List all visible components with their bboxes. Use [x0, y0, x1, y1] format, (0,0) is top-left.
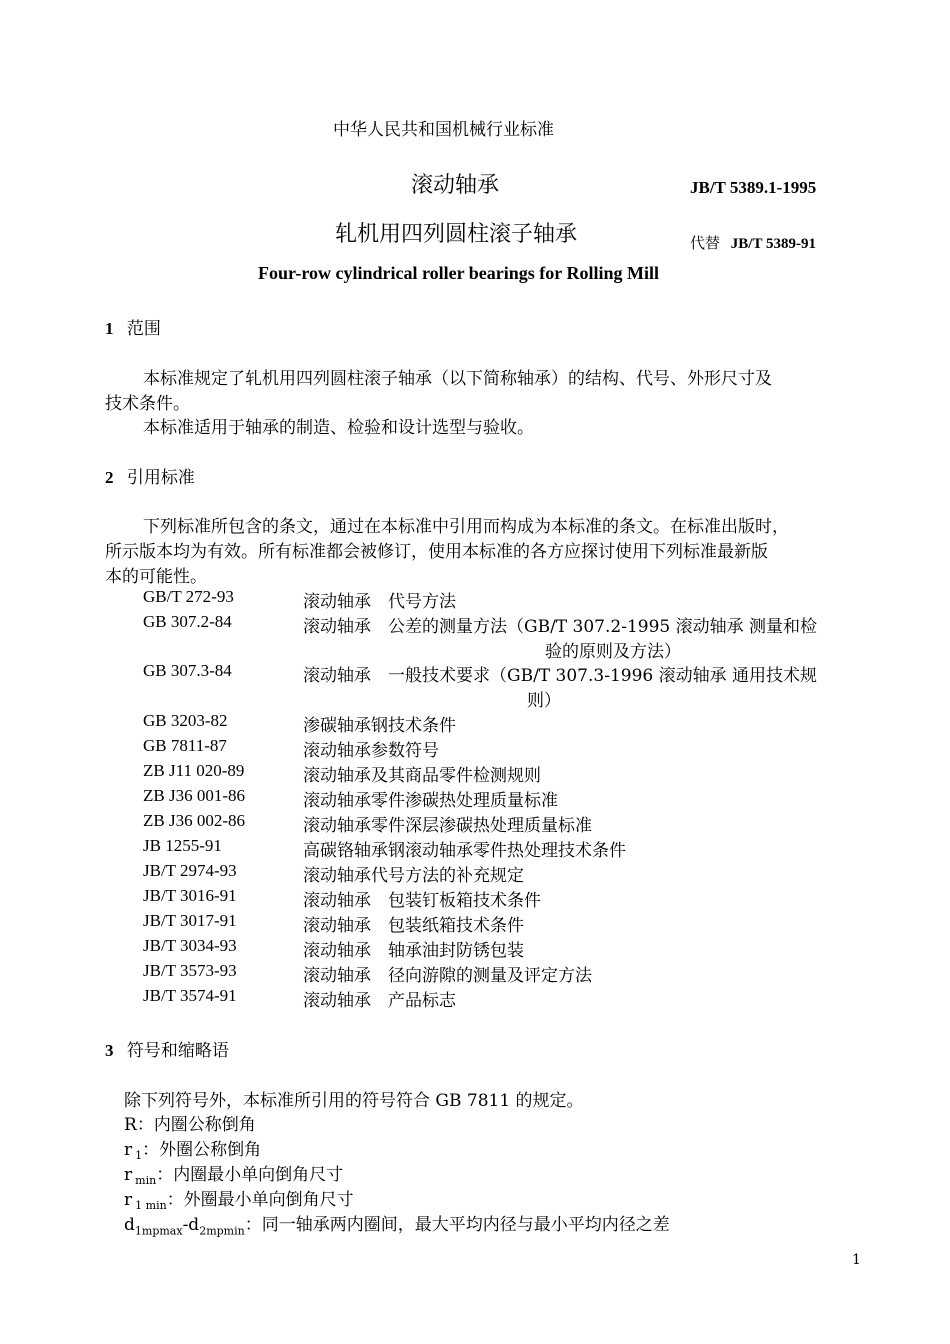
symbol: r [124, 1190, 133, 1210]
symbol-subscript: 1 [135, 1149, 143, 1163]
ref-desc: 高碳铬轴承钢滚动轴承零件热处理技术条件 [303, 841, 626, 861]
symbol-subscript: 1mpmax [134, 1224, 183, 1238]
ref-code: GB 307.3-84 [143, 661, 232, 680]
standard-number: JB/T 5389.1-1995 [690, 178, 817, 197]
symbol-mid: -d [182, 1215, 200, 1235]
ref-code: JB/T 3034-93 [143, 936, 237, 955]
symbol-subscript: min [135, 1174, 157, 1188]
symbol-subscript: 2mpmin [199, 1224, 245, 1238]
section-2-para-line-1: 下列标准所包含的条文，通过在本标准中引用而构成为本标准的条文。在标准出版时， [143, 517, 789, 537]
ref-code: JB/T 3017-91 [143, 911, 237, 930]
ref-desc: 滚动轴承 包装纸箱技术条件 [303, 916, 524, 936]
ref-code: ZB J11 020-89 [143, 761, 245, 780]
symbol-separator: ： [166, 1190, 184, 1210]
ref-desc: 滚动轴承 包装钉板箱技术条件 [303, 891, 541, 911]
symbol-definition [124, 1160, 343, 1187]
symbol-subscript: 1 min [135, 1199, 167, 1213]
title-sub: 轧机用四列圆柱滚子轴承 [335, 222, 578, 247]
title-english: Four-row cylindrical roller bearings for Rolling Mill [258, 263, 659, 283]
ref-code: JB/T 3574-91 [143, 986, 237, 1005]
symbol-separator: ： [244, 1215, 262, 1235]
ref-desc: 滚动轴承 产品标志 [303, 991, 456, 1011]
section-2-para-line-2: 所示版本均为有效。所有标准都会被修订，使用本标准的各方应探讨使用下列标准最新版 [105, 542, 768, 562]
ref-code: GB 3203-82 [143, 711, 228, 730]
section-1-para-1-line-2: 技术条件。 [105, 394, 190, 414]
symbol-separator: ： [136, 1115, 154, 1135]
ministry-title: 中华人民共和国机械行业标准 [333, 120, 554, 140]
symbol-desc: 同一轴承两内圈间，最大平均内径与最小平均内径之差 [261, 1215, 670, 1235]
section-3-intro: 除下列符号外，本标准所引用的符号符合 GB 7811 的规定。 [124, 1091, 584, 1111]
ref-desc: 滚动轴承零件深层渗碳热处理质量标准 [303, 816, 592, 836]
symbol-definition [124, 1135, 261, 1162]
section-1-para-1-line-1: 本标准规定了轧机用四列圆柱滚子轴承（以下简称轴承）的结构、代号、外形尺寸及 [143, 369, 772, 389]
symbol-desc: 外圈公称倒角 [159, 1140, 262, 1160]
symbol-separator: ： [142, 1140, 160, 1160]
replaces-line [690, 232, 816, 253]
section-1-title: 范围 [126, 319, 161, 339]
ref-code: ZB J36 001-86 [143, 786, 245, 805]
section-1-heading [105, 314, 161, 339]
ref-desc: 滚动轴承 一般技术要求（GB/T 307.3-1996 滚动轴承 通用技术规 [303, 666, 818, 686]
symbol-definition [124, 1185, 354, 1212]
symbol-separator: ： [156, 1165, 174, 1185]
symbol-definition [124, 1210, 670, 1237]
section-3-number: 3 [105, 1041, 114, 1060]
symbol: r [124, 1140, 133, 1160]
section-3-title: 符号和缩略语 [126, 1041, 229, 1061]
symbol-desc: 内圈公称倒角 [153, 1115, 256, 1135]
ref-code: JB 1255-91 [143, 836, 222, 855]
ref-desc: 滚动轴承 轴承油封防锈包装 [303, 941, 524, 961]
section-2-para-line-3: 本的可能性。 [105, 567, 207, 587]
ref-desc: 渗碳轴承钢技术条件 [303, 716, 456, 736]
ref-desc: 滚动轴承及其商品零件检测规则 [303, 766, 541, 786]
symbol: d [124, 1215, 135, 1235]
ref-code: GB 307.2-84 [143, 612, 232, 631]
ref-code: JB/T 3573-93 [143, 961, 237, 980]
symbol: r [124, 1165, 133, 1185]
ref-desc-continued: 则） [527, 691, 561, 711]
ref-code: JB/T 3016-91 [143, 886, 237, 905]
title-main: 滚动轴承 [411, 173, 500, 198]
replaces-label: 代替 [690, 234, 721, 252]
ref-desc: 滚动轴承 代号方法 [303, 592, 456, 612]
section-2-heading [105, 463, 195, 488]
section-2-title: 引用标准 [126, 468, 195, 488]
symbol-desc: 内圈最小单向倒角尺寸 [173, 1165, 344, 1185]
section-1-para-2: 本标准适用于轴承的制造、检验和设计选型与验收。 [143, 418, 534, 438]
section-3-heading [105, 1036, 229, 1061]
replaces-number: JB/T 5389-91 [730, 236, 816, 252]
ref-code: GB 7811-87 [143, 736, 227, 755]
symbol: R [124, 1115, 137, 1135]
section-2-number: 2 [105, 468, 114, 487]
ref-code: GB/T 272-93 [143, 587, 234, 606]
ref-desc: 滚动轴承零件渗碳热处理质量标准 [303, 791, 558, 811]
ref-code: ZB J36 002-86 [143, 811, 245, 830]
ref-desc: 滚动轴承代号方法的补充规定 [303, 866, 524, 886]
symbol-desc: 外圈最小单向倒角尺寸 [183, 1190, 354, 1210]
ref-desc: 滚动轴承 径向游隙的测量及评定方法 [303, 966, 592, 986]
ref-desc: 滚动轴承参数符号 [303, 741, 439, 761]
symbol-definition [124, 1110, 256, 1135]
section-1-number: 1 [105, 319, 114, 338]
ref-desc: 滚动轴承 公差的测量方法（GB/T 307.2-1995 滚动轴承 测量和检 [303, 617, 818, 637]
page-number: 1 [852, 1252, 861, 1268]
ref-desc-continued: 验的原则及方法） [545, 642, 681, 662]
ref-code: JB/T 2974-93 [143, 861, 237, 880]
